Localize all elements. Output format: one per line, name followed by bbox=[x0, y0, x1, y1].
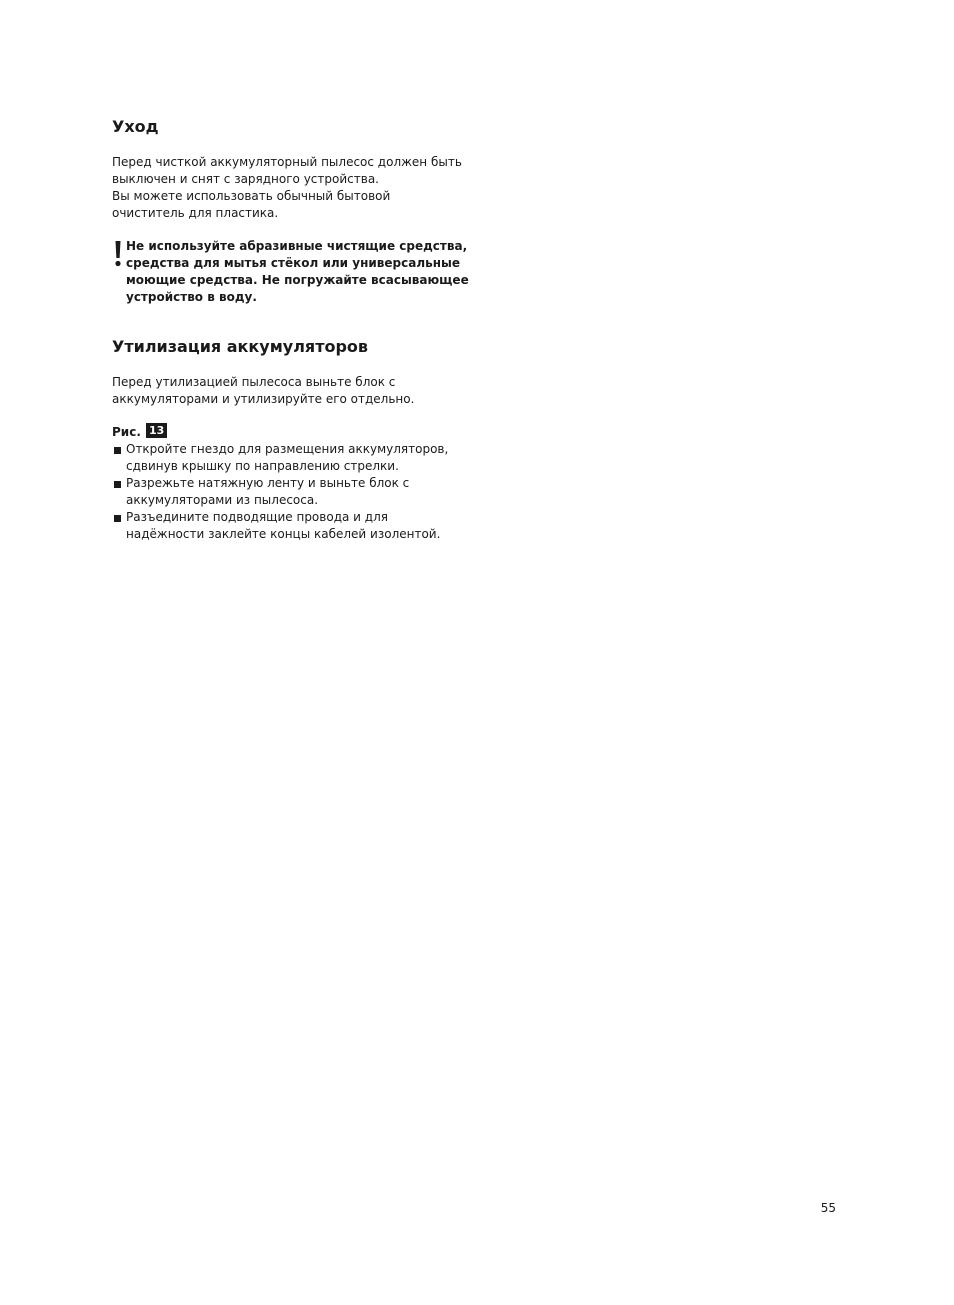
list-item bbox=[112, 475, 472, 509]
step-line: аккумуляторами из пылесоса. bbox=[126, 493, 319, 507]
care-intro-line: выключен и снят с зарядного устройства. bbox=[112, 172, 379, 186]
care-warning-line: Не используйте абразивные чистящие средства, bbox=[126, 239, 468, 253]
disposal-intro-paragraph bbox=[112, 374, 472, 408]
step-line: Откройте гнездо для размещения аккумуляторов, bbox=[126, 442, 449, 456]
page-number: 55 bbox=[820, 1201, 836, 1215]
disposal-heading: Утилизация аккумуляторов bbox=[112, 337, 369, 356]
care-intro-line: Вы можете использовать обычный бытовой bbox=[112, 189, 391, 203]
care-warning-text bbox=[126, 238, 469, 306]
care-intro-paragraph bbox=[112, 154, 472, 222]
care-intro-line: Перед чисткой аккумуляторный пылесос должен быть bbox=[112, 155, 462, 169]
care-intro-line: очиститель для пластика. bbox=[112, 206, 279, 220]
step-line: Разъедините подводящие провода и для bbox=[126, 510, 388, 524]
figure-label: Рис. bbox=[112, 425, 141, 439]
disposal-steps-list bbox=[112, 441, 472, 543]
step-line: сдвинув крышку по направлению стрелки. bbox=[126, 459, 399, 473]
square-bullet-icon bbox=[114, 481, 121, 488]
list-item bbox=[112, 441, 472, 475]
care-heading: Уход bbox=[112, 117, 159, 136]
list-item bbox=[112, 509, 472, 543]
exclamation-warning-icon bbox=[112, 240, 124, 270]
disposal-intro-line: аккумуляторами и утилизируйте его отдельно. bbox=[112, 392, 415, 406]
figure-reference bbox=[112, 424, 165, 441]
disposal-intro-line: Перед утилизацией пылесоса выньте блок с bbox=[112, 375, 396, 389]
care-warning-line: средства для мытья стёкол или универсальные bbox=[126, 256, 460, 270]
step-line: Разрежьте натяжную ленту и выньте блок с bbox=[126, 476, 410, 490]
step-line: надёжности заклейте концы кабелей изолентой. bbox=[126, 527, 441, 541]
care-warning-line: моющие средства. Не погружайте всасывающее bbox=[126, 273, 469, 287]
square-bullet-icon bbox=[114, 515, 121, 522]
square-bullet-icon bbox=[114, 447, 121, 454]
care-warning-line: устройство в воду. bbox=[126, 290, 257, 304]
figure-number-badge: 13 bbox=[146, 423, 167, 438]
